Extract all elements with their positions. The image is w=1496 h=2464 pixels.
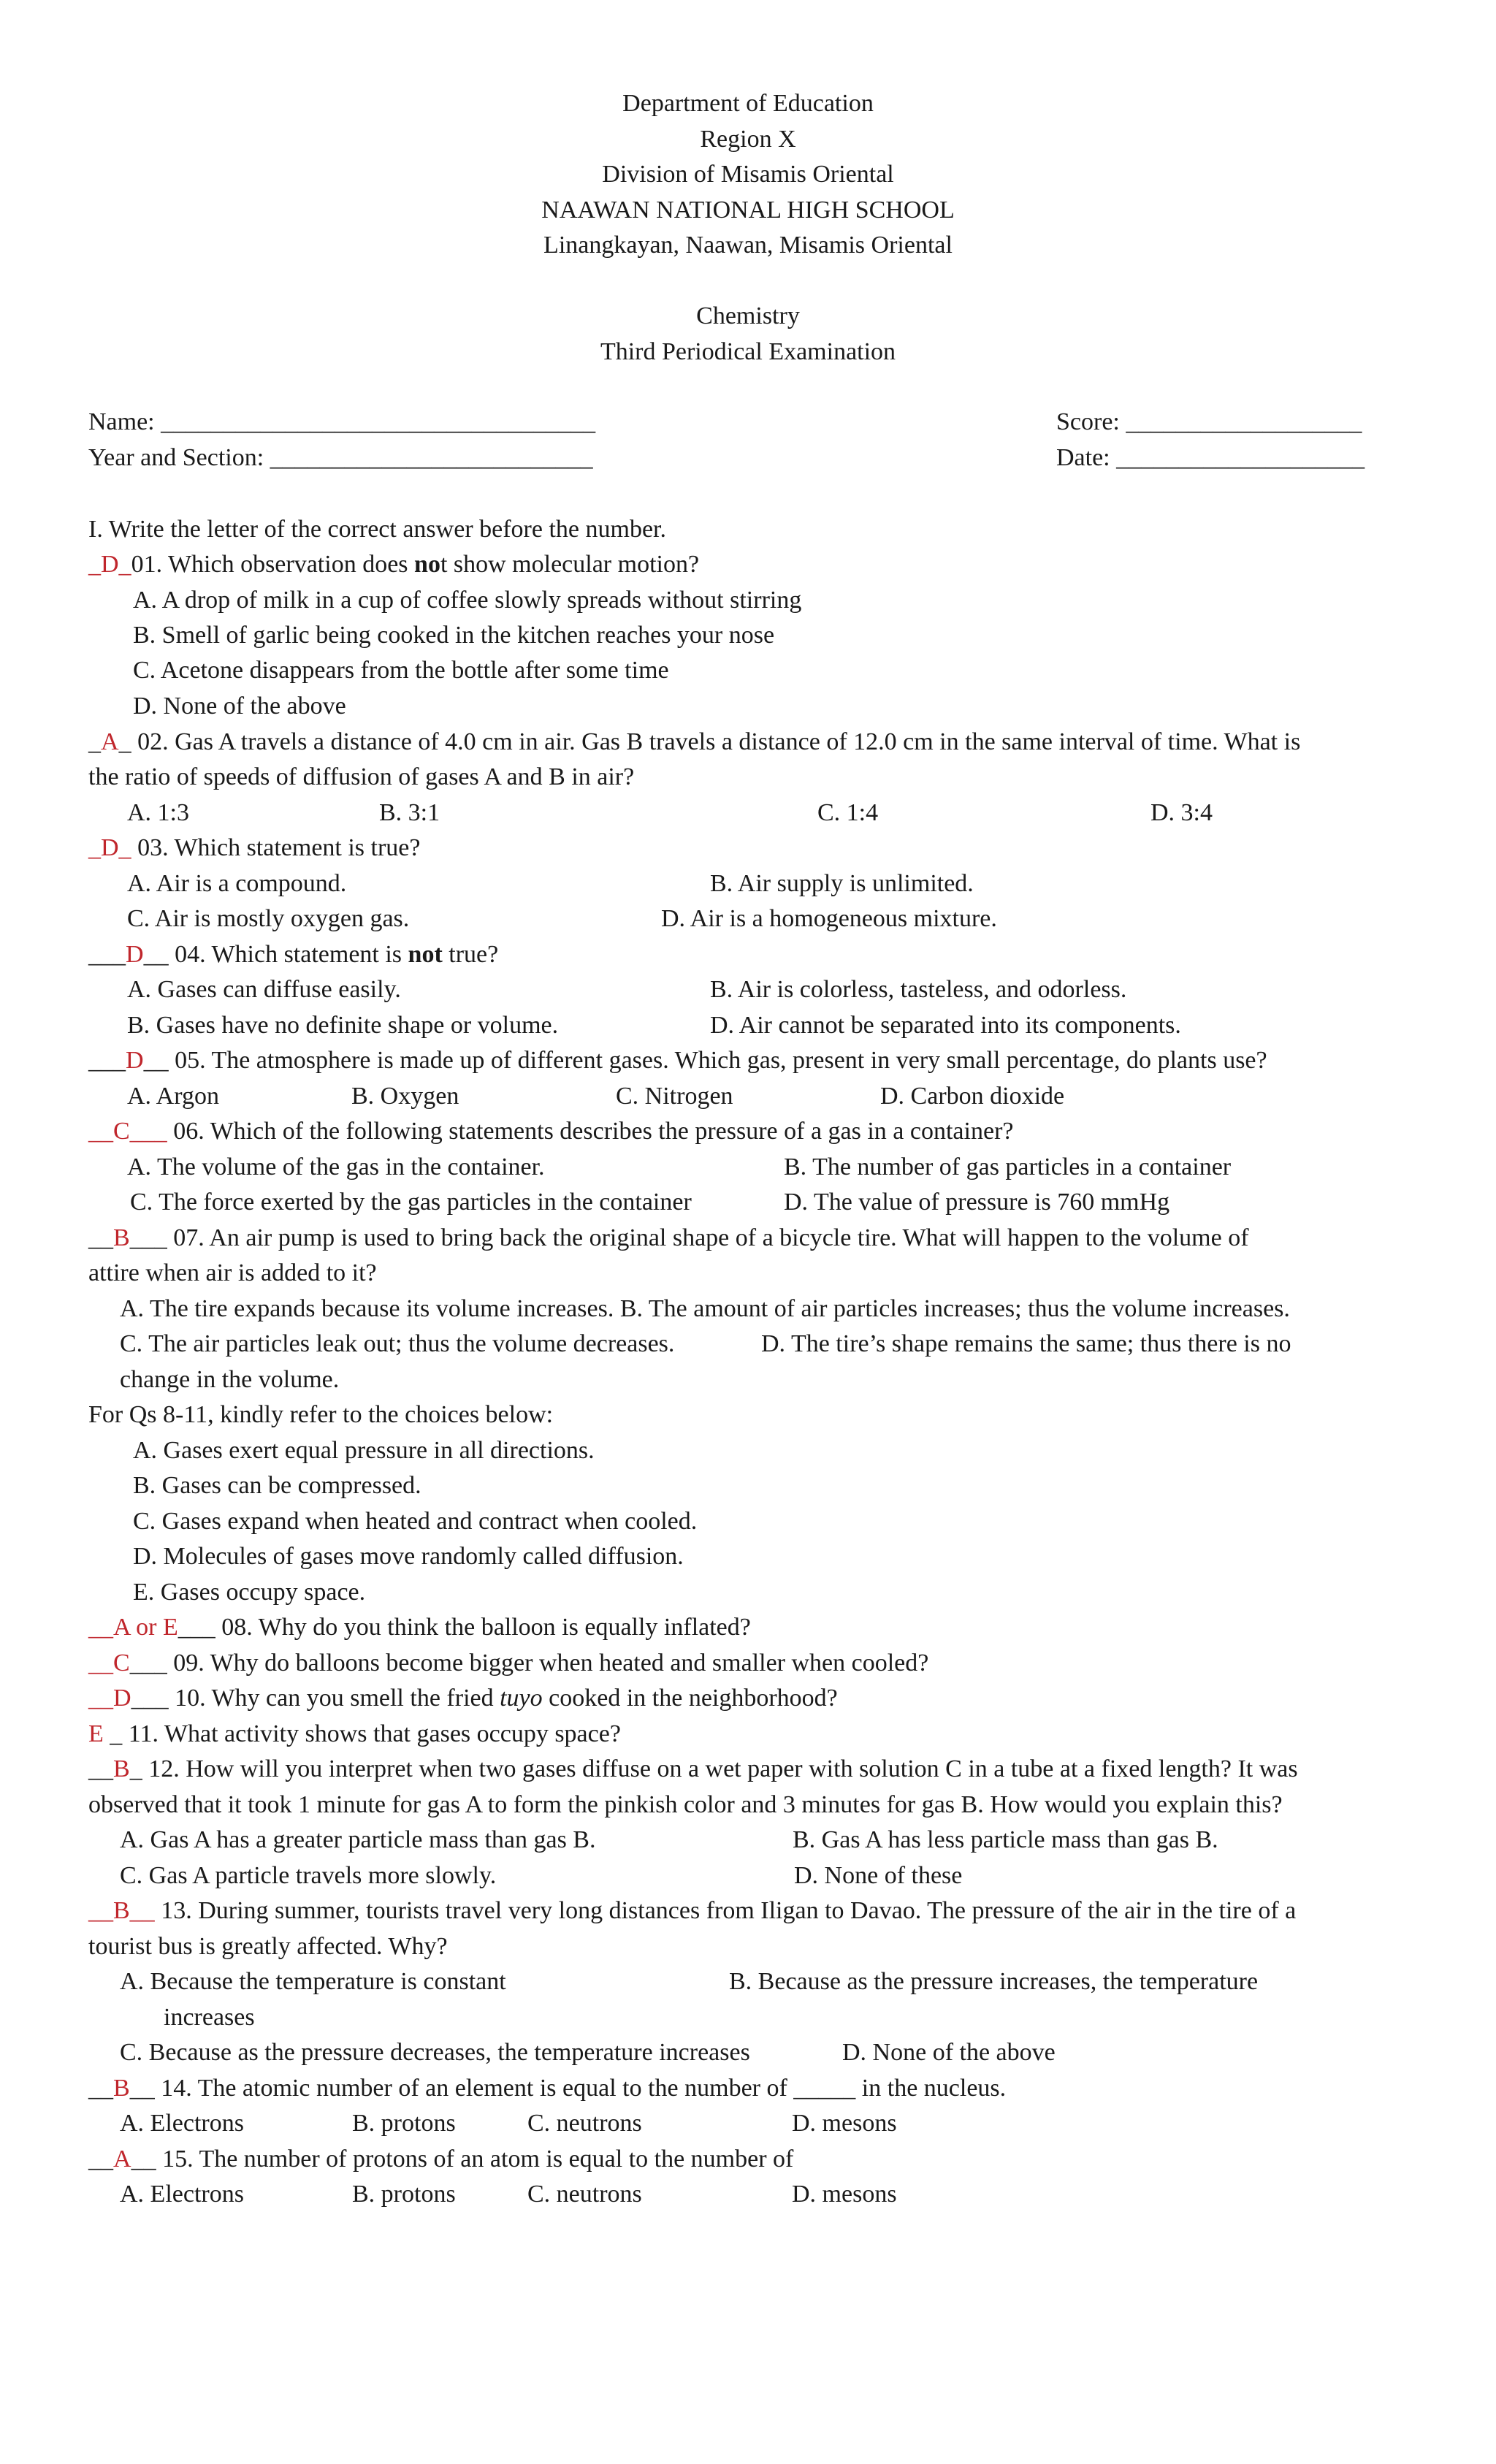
q4-choice-a: A. Gases can diffuse easily. (127, 976, 401, 1003)
q1-choice-d: D. None of the above (133, 693, 346, 720)
question-7-cont: attire when air is added to it? (88, 1259, 377, 1286)
question-8: __A or E___ 08. Why do you think the balloon is equally inflated? (88, 1614, 751, 1641)
question-2-cont: the ratio of speeds of diffusion of gases A and B in air? (88, 763, 635, 790)
answer-11: E (88, 1720, 110, 1747)
group-choice-a: A. Gases exert equal pressure in all directions. (133, 1437, 595, 1464)
q1-choice-c: C. Acetone disappears from the bottle after some time (133, 657, 669, 684)
question-5: ___D__ 05. The atmosphere is made up of different gases. Which gas, present in very small percentage, do plants use? (88, 1047, 1267, 1074)
q3-choice-a: A. Air is a compound. (127, 870, 347, 897)
q1-choice-b: B. Smell of garlic being cooked in the kitchen reaches your nose (133, 622, 775, 649)
name-field: Name: ___________________________________ (88, 408, 596, 435)
answer-2: A (101, 728, 119, 755)
question-13-cont: tourist bus is greatly affected. Why? (88, 1933, 448, 1960)
question-4: ___D__ 04. Which statement is not true? (88, 941, 499, 968)
header-dept: Department of Education (622, 90, 874, 117)
header-school: NAAWAN NATIONAL HIGH SCHOOL (541, 197, 955, 224)
answer-4: D (126, 941, 144, 968)
q4-choice-d: D. Air cannot be separated into its components. (710, 1012, 1181, 1039)
year-section-field: Year and Section: __________________________ (88, 444, 593, 471)
question-13: __B__ 13. During summer, tourists travel very long distances from Iligan to Davao. The pressure of the air in the tire of a (88, 1897, 1297, 1924)
question-15: __A__ 15. The number of protons of an atom is equal to the number of (88, 2145, 794, 2173)
q7-choice-a-b: A. The tire expands because its volume increases. B. The amount of air particles increases; thus the volume increases. (120, 1295, 1290, 1322)
q4-choice-b: B. Air is colorless, tasteless, and odorless. (710, 976, 1127, 1003)
q14-choice-b: B. protons (352, 2110, 456, 2137)
q5-choice-a: A. Argon (127, 1083, 219, 1110)
q5-choice-b: B. Oxygen (351, 1083, 459, 1110)
answer-13: __B__ (88, 1897, 155, 1924)
q12-choice-d: D. None of these (794, 1862, 963, 1889)
question-6: __C___ 06. Which of the following statements describes the pressure of a gas in a container? (88, 1118, 1014, 1145)
answer-15: A (113, 2145, 131, 2173)
header-division: Division of Misamis Oriental (602, 161, 894, 188)
answer-12: B (113, 1755, 130, 1782)
question-2: _A_ 02. Gas A travels a distance of 4.0 cm in air. Gas B travels a distance of 12.0 cm in the same interval of time. What is (88, 728, 1301, 755)
answer-14: B (113, 2075, 130, 2102)
q13-choice-d: D. None of the above (842, 2039, 1056, 2066)
q2-choice-a: A. 1:3 (127, 799, 189, 826)
answer-1: _D_ (88, 551, 131, 578)
answer-9: __C (88, 1649, 130, 1677)
header-address: Linangkayan, Naawan, Misamis Oriental (543, 232, 953, 259)
q3-choice-b: B. Air supply is unlimited. (710, 870, 974, 897)
question-11: E _ 11. What activity shows that gases occupy space? (88, 1720, 621, 1747)
q2-choice-c: C. 1:4 (817, 799, 879, 826)
date-field: Date: ____________________ (1056, 444, 1365, 471)
q15-choice-c: C. neutrons (527, 2181, 642, 2208)
q6-choice-a: A. The volume of the gas in the container. (127, 1153, 545, 1180)
q5-choice-d: D. Carbon dioxide (880, 1083, 1065, 1110)
header-exam-title: Third Periodical Examination (600, 338, 896, 365)
q14-choice-d: D. mesons (792, 2110, 897, 2137)
group-choice-b: B. Gases can be compressed. (133, 1472, 421, 1499)
q7-choice-d: D. The tire’s shape remains the same; thus there is no (761, 1330, 1291, 1357)
q13-choice-b-cont: increases (164, 2004, 255, 2031)
q7-choice-c: C. The air particles leak out; thus the volume decreases. (120, 1330, 675, 1357)
group-intro: For Qs 8-11, kindly refer to the choices below: (88, 1401, 554, 1428)
q6-choice-c: C. The force exerted by the gas particles in the container (130, 1189, 692, 1216)
answer-7: B (113, 1224, 130, 1251)
q13-choice-a: A. Because the temperature is constant (120, 1968, 506, 1995)
q14-choice-a: A. Electrons (120, 2110, 244, 2137)
header-region: Region X (700, 126, 796, 153)
q14-choice-c: C. neutrons (527, 2110, 642, 2137)
q12-choice-a: A. Gas A has a greater particle mass than gas B. (120, 1826, 596, 1853)
score-field: Score: ___________________ (1056, 408, 1362, 435)
answer-10: __D (88, 1685, 131, 1712)
q2-choice-d: D. 3:4 (1150, 799, 1213, 826)
q13-choice-c: C. Because as the pressure decreases, the temperature increases (120, 2039, 750, 2066)
q2-choice-b: B. 3:1 (379, 799, 440, 826)
q3-choice-d: D. Air is a homogeneous mixture. (661, 905, 997, 932)
question-3: _D_ 03. Which statement is true? (88, 834, 421, 861)
question-12-cont: observed that it took 1 minute for gas A to form the pinkish color and 3 minutes for gas B. How would you explain this? (88, 1791, 1283, 1818)
question-10: __D___ 10. Why can you smell the fried tuyo cooked in the neighborhood? (88, 1685, 838, 1712)
header-subject: Chemistry (696, 302, 800, 329)
group-choice-c: C. Gases expand when heated and contract when cooled. (133, 1508, 698, 1535)
answer-8: __A or E (88, 1614, 178, 1641)
q15-choice-b: B. protons (352, 2181, 456, 2208)
instructions: I. Write the letter of the correct answer before the number. (88, 516, 666, 543)
q12-choice-c: C. Gas A particle travels more slowly. (120, 1862, 497, 1889)
q4-choice-c: B. Gases have no definite shape or volume. (127, 1012, 559, 1039)
q15-choice-d: D. mesons (792, 2181, 897, 2208)
q15-choice-a: A. Electrons (120, 2181, 244, 2208)
q12-choice-b: B. Gas A has less particle mass than gas B. (793, 1826, 1218, 1853)
q6-choice-d: D. The value of pressure is 760 mmHg (784, 1189, 1170, 1216)
q13-choice-b: B. Because as the pressure increases, the temperature (729, 1968, 1259, 1995)
q5-choice-c: C. Nitrogen (616, 1083, 733, 1110)
question-1: _D_01. Which observation does not show molecular motion? (88, 551, 700, 578)
group-choice-d: D. Molecules of gases move randomly called diffusion. (133, 1543, 684, 1570)
answer-3: _D_ (88, 834, 131, 861)
question-12: __B_ 12. How will you interpret when two gases diffuse on a wet paper with solution C in a tube at a fixed length? It was (88, 1755, 1298, 1782)
answer-5: D (126, 1047, 144, 1074)
question-7: __B___ 07. An air pump is used to bring back the original shape of a bicycle tire. What will happen to the volume of (88, 1224, 1249, 1251)
q7-choice-d-cont: change in the volume. (120, 1366, 340, 1393)
q3-choice-c: C. Air is mostly oxygen gas. (127, 905, 410, 932)
q1-choice-a: A. A drop of milk in a cup of coffee slowly spreads without stirring (133, 587, 802, 614)
group-choice-e: E. Gases occupy space. (133, 1579, 366, 1606)
answer-6: __C___ (88, 1118, 167, 1145)
question-14: __B__ 14. The atomic number of an element is equal to the number of _____ in the nucleus. (88, 2075, 1007, 2102)
question-9: __C___ 09. Why do balloons become bigger when heated and smaller when cooled? (88, 1649, 929, 1677)
q6-choice-b: B. The number of gas particles in a container (784, 1153, 1232, 1180)
